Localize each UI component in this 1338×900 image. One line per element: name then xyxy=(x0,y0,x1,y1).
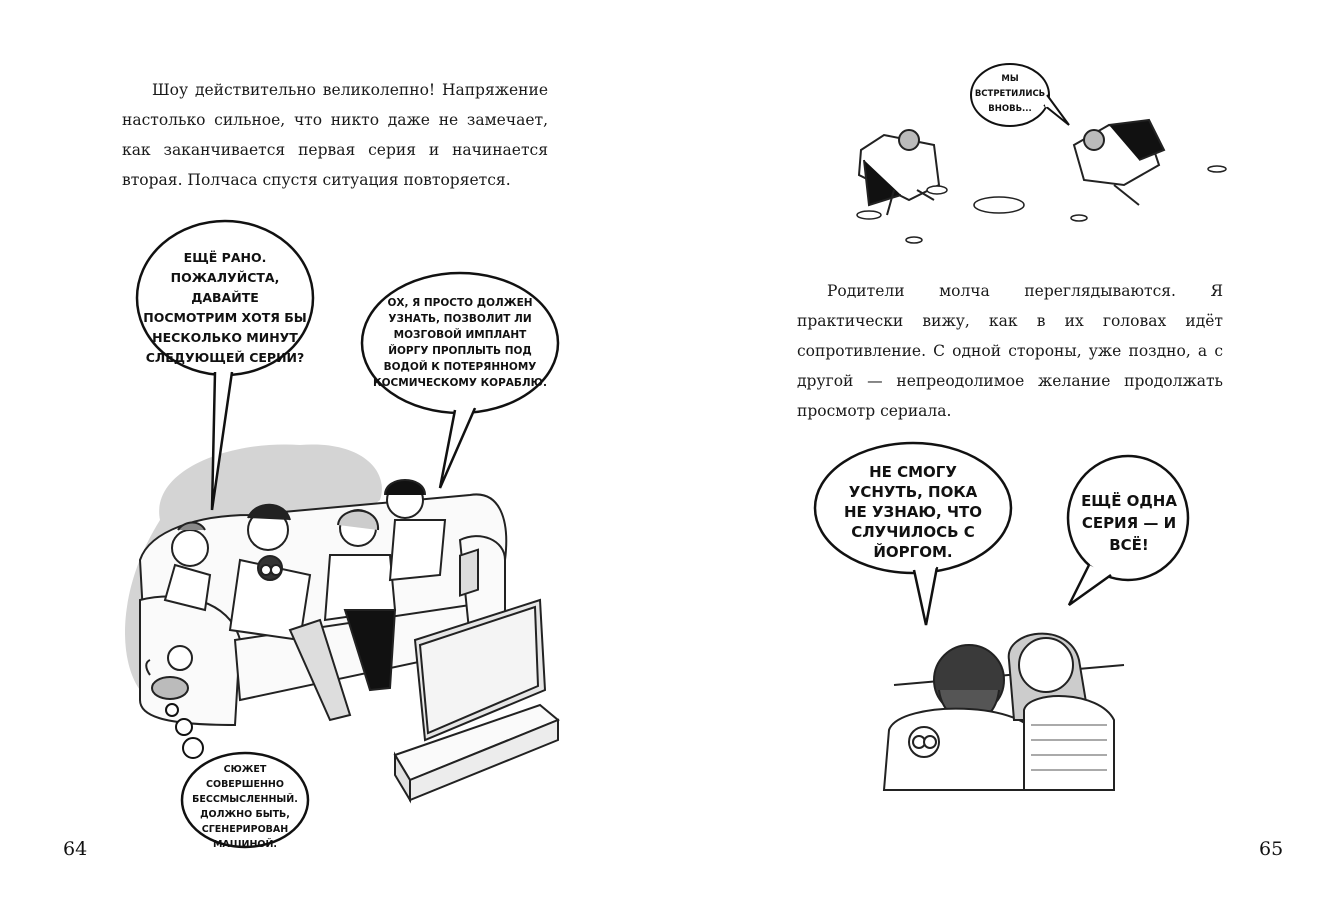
dad-speech-bubble-text: НЕ СМОГУ УСНУТЬ, ПОКА НЕ УЗНАЮ, ЧТО СЛУЧИЛОСЬ С ЙОРГОМ. xyxy=(843,463,983,561)
left-paragraph: Шоу действительно великолепно! Напряжение настолько сильное, что никто даже не замечает, как заканчивается первая серия и начинается вторая. Полчаса спустя ситуация повторяется. xyxy=(122,81,548,189)
heroes-speech-bubble-text: МЫ ВСТРЕТИЛИСЬ ВНОВЬ... xyxy=(974,74,1046,114)
superheroes-and-parents-illustration xyxy=(669,0,1338,900)
kid-speech-bubble-text: ЕЩЁ РАНО. ПОЖАЛУЙСТА, ДАВАЙТЕ ПОСМОТРИМ ХОТЯ БЫ НЕСКОЛЬКО МИНУТ СЛЕДУЮЩЕЙ СЕРИИ? xyxy=(143,250,307,365)
page-number: 65 xyxy=(1259,838,1284,860)
right-page xyxy=(669,0,1338,900)
mom-speech-bubble-text: ЕЩЁ ОДНА СЕРИЯ — И ВСЁ! xyxy=(1081,492,1177,554)
dog-thought-bubble-text: СЮЖЕТ СОВЕРШЕННО БЕССМЫСЛЕННЫЙ. ДОЛЖНО БЫТЬ, СГЕНЕРИРОВАН МАШИНОЙ. xyxy=(192,764,298,850)
page-number: 64 xyxy=(63,838,88,860)
right-paragraph: Родители молча переглядываются. Я практически вижу, как в их головах идёт сопротивление. С одной стороны, уже поздно, а с другой — непреодолимое желание продолжать просмотр сериала. xyxy=(797,282,1223,420)
teen-speech-bubble-text: ОХ, Я ПРОСТО ДОЛЖЕН УЗНАТЬ, ПОЗВОЛИТ ЛИ МОЗГОВОЙ ИМПЛАНТ ЙОРГУ ПРОПЛЫТЬ ПОД ВОДОЙ К ПОТЕРЯННОМУ КОСМИЧЕСКОМУ КОРАБЛЮ. xyxy=(373,297,547,389)
